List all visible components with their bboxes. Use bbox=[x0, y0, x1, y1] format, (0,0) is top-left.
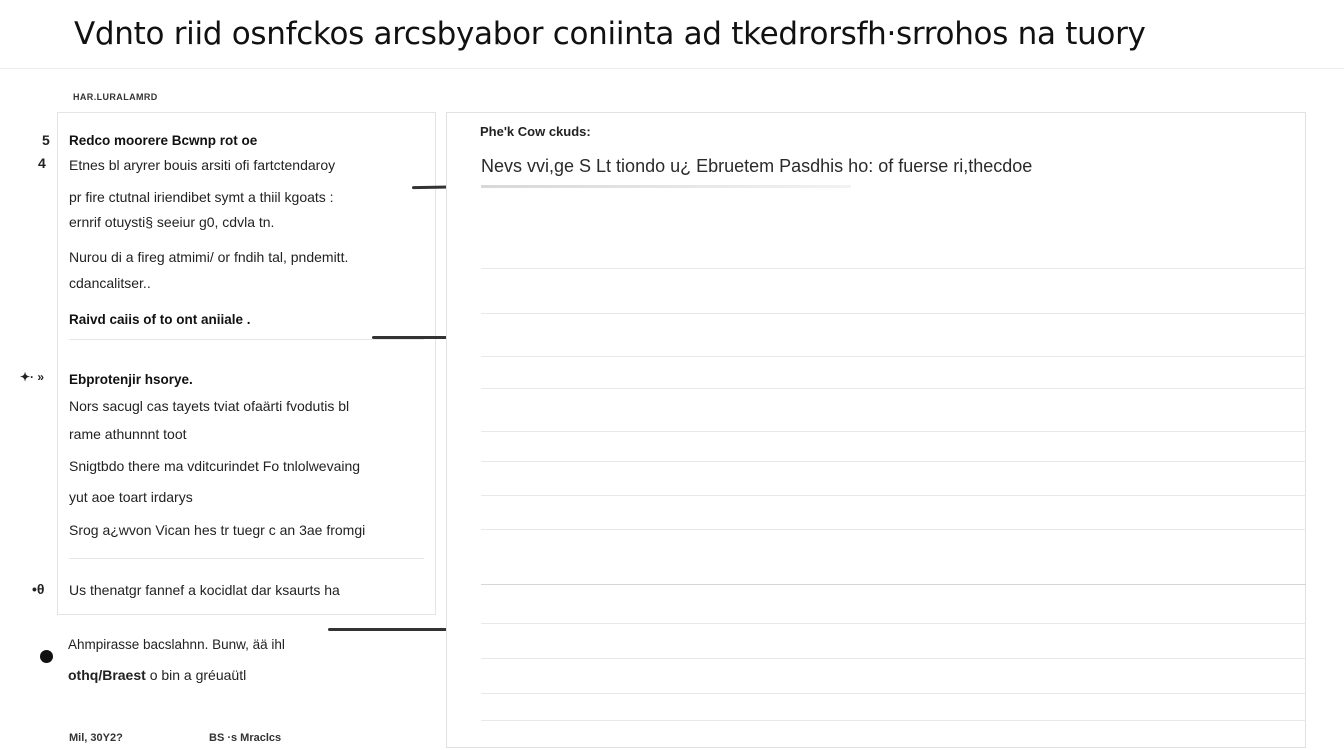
list-item: Srog a¿wvon Vican hes tr tuegr c an 3ae fromgi bbox=[69, 522, 366, 538]
status-left: Mil, 30Y2? bbox=[69, 732, 123, 744]
text-input[interactable]: Nevs vvi,ge S Lt tiondo u¿ Ebruetem Pasdhis ho: of fuerse ri,thecdoe bbox=[481, 156, 1033, 176]
status-right: BS ·s Mraclcs bbox=[209, 732, 282, 744]
list-item-heading[interactable]: Ebprotenjir hsorye. bbox=[69, 372, 193, 387]
ruled-line bbox=[481, 313, 1306, 314]
content-title: Phe'k Cow ckuds: bbox=[480, 124, 591, 139]
ruled-line bbox=[481, 693, 1306, 694]
content-panel bbox=[446, 112, 1306, 748]
ruled-line bbox=[481, 495, 1306, 496]
list-marker: 4 bbox=[38, 155, 46, 171]
list-marker: ✦· » bbox=[20, 370, 45, 384]
input-underline bbox=[481, 185, 851, 188]
page-title: Vdnto riid osnfckos arcsbyabor coniinta ad tkedrorsfh·srrohos na tuory bbox=[74, 16, 1146, 52]
list-item: cdancalitser.. bbox=[69, 275, 151, 291]
ruled-line bbox=[481, 720, 1306, 721]
ruled-line bbox=[481, 623, 1306, 624]
footer-bold-label: othq/Braest bbox=[68, 667, 146, 683]
footer-line bbox=[68, 667, 246, 683]
list-item: pr fire ctutnal iriendibet symt a thiil kgoats : bbox=[69, 189, 334, 205]
list-item[interactable]: Etnes bl aryrer bouis arsiti ofi fartctendaroy bbox=[69, 157, 336, 173]
ruled-line bbox=[481, 461, 1306, 462]
ruled-line bbox=[481, 584, 1306, 585]
sidebar-panel bbox=[57, 112, 436, 615]
ruled-line bbox=[481, 356, 1306, 357]
list-marker: 5 bbox=[42, 132, 50, 148]
list-item: ernrif otuysti§ seeiur g0, cdvla tn. bbox=[69, 214, 275, 230]
list-item: Nurou di a fireg atmimi/ or fndih tal, pndemitt. bbox=[69, 249, 349, 265]
list-item: Nors sacugl cas tayets tviat ofaärti fvodutis bl bbox=[69, 398, 350, 414]
section-label: HAR.LURALAMRD bbox=[73, 92, 158, 102]
footer-label: o bin a gréuaütl bbox=[149, 667, 247, 683]
footer-line: Ahmpirasse bacslahnn. Bunw, ää ihl bbox=[68, 637, 285, 652]
ruled-line bbox=[481, 268, 1306, 269]
bullet-icon bbox=[40, 650, 53, 663]
ruled-line bbox=[481, 658, 1306, 659]
list-item-heading[interactable]: Raivd caiis of to ont aniiale . bbox=[69, 312, 251, 327]
list-marker: •θ bbox=[32, 581, 45, 597]
list-divider bbox=[69, 339, 424, 340]
ruled-line bbox=[481, 388, 1306, 389]
list-divider bbox=[69, 558, 424, 559]
header-divider bbox=[0, 68, 1344, 69]
list-item[interactable]: Us thenatgr fannef a kocidlat dar ksaurts ha bbox=[69, 582, 340, 598]
ruled-line bbox=[481, 431, 1306, 432]
list-item-heading[interactable]: Redco moorere Bcwnp rot oe bbox=[69, 133, 258, 148]
ruled-line bbox=[481, 529, 1306, 530]
list-item: Snigtbdo there ma vditcurindet Fo tnlolwevaing bbox=[69, 458, 361, 474]
list-item: yut aoe toart irdarys bbox=[69, 489, 193, 505]
list-item: rame athunnnt toot bbox=[69, 426, 187, 442]
